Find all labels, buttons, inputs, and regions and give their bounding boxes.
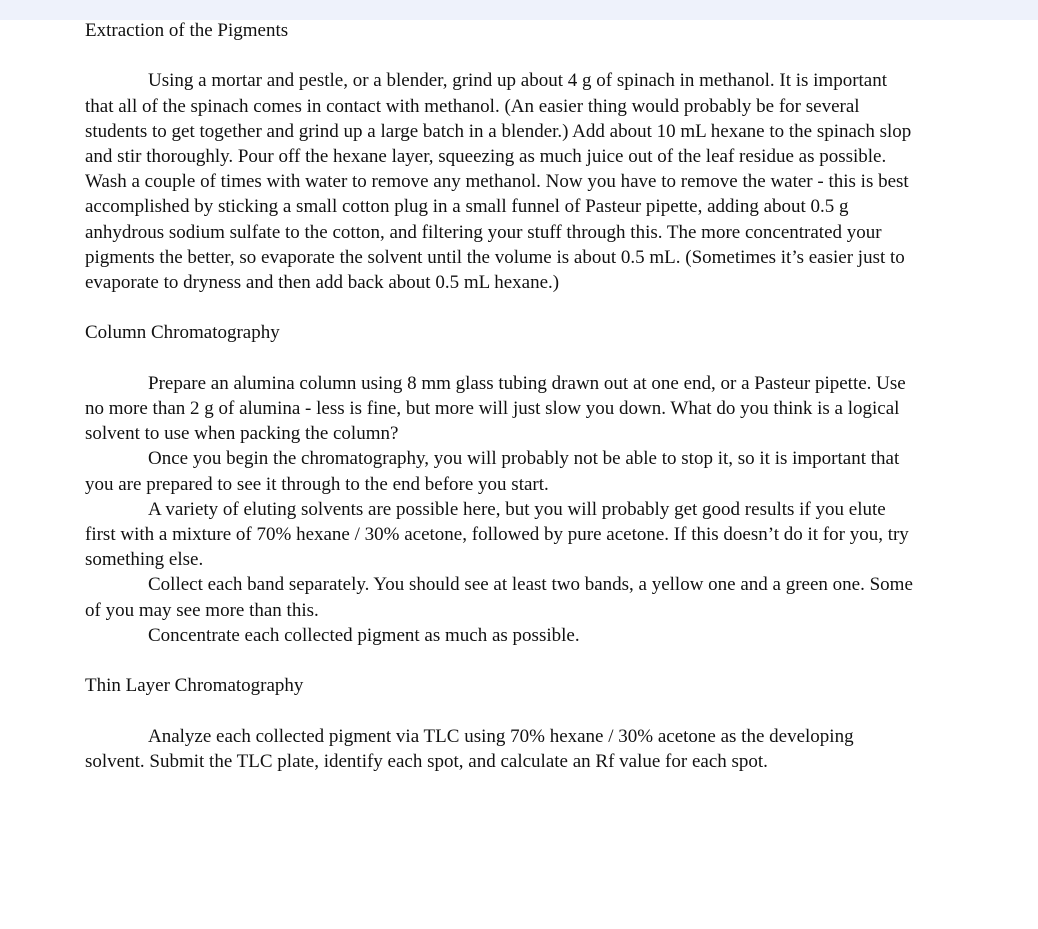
body-paragraph: Analyze each collected pigment via TLC using 70% hexane / 30% acetone as the developing solvent. Submit the TLC plate, identify each spot, and calculate an Rf value for each spot. [85, 725, 854, 772]
document-page [85, 18, 915, 774]
body-paragraph: Using a mortar and pestle, or a blender, grind up about 4 g of spinach in methanol. It is important that all of the spinach comes in contact with methanol. (An easier thing would probably be for several students to get together and grind up a large batch in a blender.) Add about 10 mL hexane to the spinach slop and stir thoroughly. Pour off the hexane layer, squeezing as much juice out of the leaf residue as possible. Wash a couple of times with water to remove any methanol. Now you have to remove the water - this is best accomplished by sticking a small cotton plug in a small funnel of Pasteur pipette, adding about 0.5 g anhydrous sodium sulfate to the cotton, and filtering your stuff through this. The more concentrated your pigments the better, so evaporate the solvent until the volume is about 0.5 mL. (Sometimes it’s easier just to evaporate to dryness and then add back about 0.5 mL hexane.) [85, 70, 912, 294]
window-top-strip [0, 0, 1038, 20]
section-heading: Column Chromatography [85, 322, 280, 344]
section-heading: Extraction of the Pigments [85, 20, 289, 41]
section-column-chromatography [85, 320, 915, 648]
section-extraction [85, 18, 915, 295]
body-paragraph: Prepare an alumina column using 8 mm glass tubing drawn out at one end, or a Pasteur pipette. Use no more than 2 g of alumina - less is fine, but more will just slow you down. What do you think is a logical solvent to use when packing the column? [85, 372, 906, 445]
body-paragraph: Concentrate each collected pigment as much as possible. [148, 624, 580, 646]
section-thin-layer-chromatography [85, 673, 915, 774]
section-heading: Thin Layer Chromatography [85, 675, 304, 697]
body-paragraph: Collect each band separately. You should see at least two bands, a yellow one and a green one. Some of you may see more than this. [85, 574, 913, 621]
body-paragraph: A variety of eluting solvents are possible here, but you will probably get good results if you elute first with a mixture of 70% hexane / 30% acetone, followed by pure acetone. If this doesn’t do it for you, try something else. [85, 498, 909, 571]
body-paragraph: Once you begin the chromatography, you will probably not be able to stop it, so it is important that you are prepared to see it through to the end before you start. [85, 448, 900, 495]
